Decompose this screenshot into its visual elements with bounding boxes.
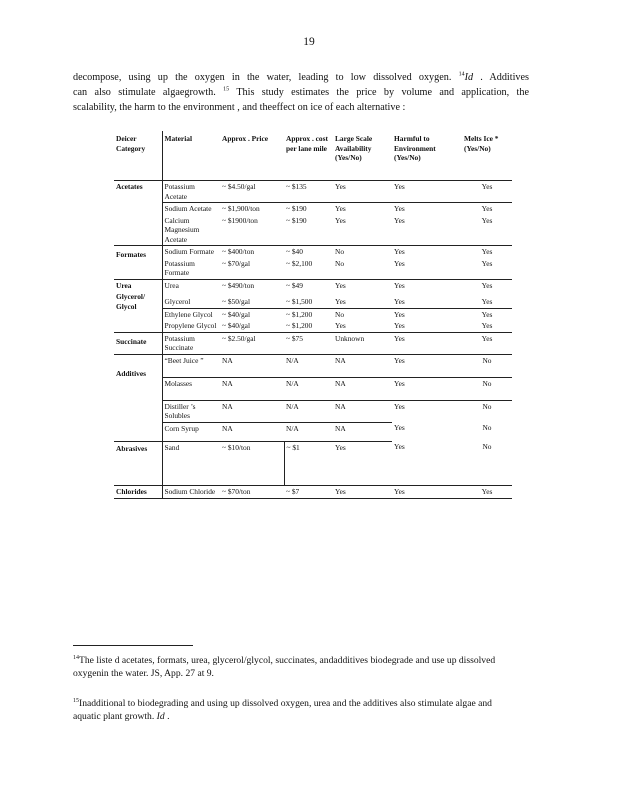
cell-melts: Yes	[481, 258, 493, 268]
cell-material: Urea	[162, 279, 220, 291]
cell-harmful: Yes	[392, 332, 462, 354]
cell-availability: NA	[333, 400, 392, 422]
header-cost-per-lane-mile: Approx . cost per lane mile	[284, 131, 333, 181]
cell-material: Ethylene Glycol	[162, 308, 220, 320]
cell-cost: ~ $1,500	[286, 297, 313, 306]
cell-cost: ~ $75	[284, 332, 333, 354]
table-row	[114, 215, 512, 246]
cell-price: ~ $4.50/gal	[222, 182, 256, 191]
cell-harmful: Yes	[392, 485, 462, 499]
intro-line-2: can also stimulate algaegrowth. $^{15}$ This study estimates the price by volume and application, the	[73, 86, 529, 98]
table-row	[114, 279, 512, 291]
cell-melts: No	[482, 442, 492, 451]
table-row	[114, 258, 512, 280]
table-row	[114, 441, 512, 485]
footnote-15: $^{15}$Inadditional to biodegrading and using up dissolved oxygen, urea and the additives also stimulate algae and aquatic plant growth. Id .	[73, 697, 492, 722]
footnote-14	[73, 654, 519, 680]
footnote-ref-15[interactable]: 15	[223, 86, 230, 93]
intro-line-3: scalability, the harm to the environment , and theeffect on ice of each alternative :	[73, 102, 406, 113]
cell-price: ~ $400/ton	[220, 246, 284, 258]
cell-cost: N/A	[284, 377, 333, 400]
cell-availability: No	[333, 308, 392, 320]
category-abrasives: Abrasives	[114, 441, 162, 485]
cell-availability: Yes	[333, 485, 392, 499]
cell-harmful: Yes	[394, 258, 405, 268]
cell-availability: Yes	[333, 279, 392, 291]
cell-material: Corn Syrup	[162, 422, 220, 441]
table-row	[114, 320, 512, 332]
cell-cost: ~ $7	[284, 485, 333, 499]
table-row	[114, 332, 512, 354]
cell-material: Potassium Acetate	[162, 181, 220, 203]
cell-availability: Yes	[335, 182, 346, 191]
cell-price: NA	[220, 354, 284, 377]
table-row	[114, 308, 512, 320]
cell-price: NA	[220, 377, 284, 400]
cell-harmful: Yes	[392, 246, 462, 258]
cell-price: ~ $70/ton	[220, 485, 284, 499]
cell-price: ~ $40/gal	[220, 308, 284, 320]
cell-material: “Beet Juice ”	[162, 354, 220, 377]
cell-material: Potassium Succinate	[162, 332, 220, 354]
cell-melts: Yes	[481, 182, 493, 191]
footnote-text: The liste d acetates, formats, urea, glycerol/glycol, succinates, andadditives biodegrade and use up dissolved oxygenin the water. JS, App. 27 at 9.	[73, 655, 496, 679]
cell-material: Glycerol	[162, 291, 220, 308]
header-approx-price: Approx . Price	[220, 131, 284, 181]
cell-material: Molasses	[162, 377, 220, 400]
cell-melts: Yes	[462, 246, 512, 258]
cell-availability: No	[335, 258, 345, 268]
table-row	[114, 291, 512, 308]
cell-cost: ~ $1,200	[284, 308, 333, 320]
cell-material: Potassium Formate	[162, 258, 220, 280]
cell-melts: No	[462, 400, 512, 422]
cell-availability: Yes	[335, 215, 346, 225]
cell-material: Distiller ’s Solubles	[162, 400, 220, 422]
table-header-row	[114, 131, 512, 181]
table-row	[114, 400, 512, 422]
cell-price: ~ $1900/ton	[222, 215, 258, 225]
cell-melts: Yes	[481, 297, 493, 306]
cell-melts: Yes	[462, 279, 512, 291]
page-number: 19	[303, 36, 315, 48]
cell-melts: No	[482, 423, 492, 432]
cell-price: ~ $70/gal	[222, 258, 251, 268]
table-row	[114, 203, 512, 215]
cell-cost: ~ $190	[284, 203, 333, 215]
cell-price: ~ $490/ton	[220, 279, 284, 291]
table-row	[114, 354, 512, 377]
header-melts-ice: Melts Ice * (Yes/No)	[462, 131, 512, 181]
cell-price: ~ $10/ton	[220, 441, 284, 485]
table-row	[114, 485, 512, 499]
table-row	[114, 422, 512, 441]
cell-melts: No	[462, 354, 512, 377]
cell-material: Sand	[162, 441, 220, 485]
footnote-ref-14[interactable]: 14	[458, 71, 465, 78]
cell-harmful: Yes	[394, 182, 405, 191]
cell-melts: Yes	[462, 203, 512, 215]
cell-melts: Yes	[462, 485, 512, 499]
header-availability: Large Scale Availability (Yes/No)	[333, 131, 392, 181]
cell-cost: N/A	[284, 422, 333, 441]
cell-melts: Yes	[481, 215, 493, 225]
cell-availability: No	[333, 246, 392, 258]
intro-paragraph	[73, 70, 529, 115]
category-additives: Additives	[114, 354, 162, 441]
cell-melts: Yes	[481, 321, 493, 330]
table-row	[114, 181, 512, 203]
cell-price: ~ $50/gal	[222, 297, 251, 306]
category-glycerol-glycol: Glycerol/ Glycol	[116, 292, 146, 311]
cell-price: ~ $1,900/ton	[220, 203, 284, 215]
footnote-text: Inadditional to biodegrading and using up dissolved oxygen, urea and the additives also stimulate algae and aquatic plant growth.	[73, 698, 492, 722]
cell-price: ~ $2.50/gal	[220, 332, 284, 354]
cell-availability: NA	[333, 377, 392, 400]
citation-id: Id	[464, 72, 474, 83]
cell-material: Sodium Chloride	[162, 485, 220, 499]
cell-harmful: Yes	[394, 442, 405, 451]
cell-harmful: Yes	[394, 423, 405, 432]
cell-cost: N/A	[284, 354, 333, 377]
cell-material: Calcium Magnesium Acetate	[162, 215, 220, 246]
cell-harmful: Yes	[392, 377, 462, 400]
cell-harmful: Yes	[392, 400, 462, 422]
category-acetates: Acetates	[116, 182, 143, 191]
cell-cost: ~ $2,100	[286, 258, 313, 268]
table-row	[114, 377, 512, 400]
deicer-comparison-table	[114, 131, 512, 499]
cell-material: Propylene Glycol	[162, 320, 220, 332]
cell-melts: Yes	[462, 308, 512, 320]
cell-material: Sodium Formate	[162, 246, 220, 258]
cell-cost: N/A	[284, 400, 333, 422]
table-row	[114, 246, 512, 258]
cell-melts: No	[462, 377, 512, 400]
cell-harmful: Yes	[392, 308, 462, 320]
cell-cost: ~ $1	[284, 441, 333, 485]
footnote-divider	[73, 645, 193, 646]
cell-harmful: Yes	[394, 215, 405, 225]
cell-availability: Unknown	[333, 332, 392, 354]
cell-availability: Yes	[335, 321, 346, 330]
cell-harmful: Yes	[392, 354, 462, 377]
category-formates: Formates	[114, 246, 162, 280]
header-material: Material	[162, 131, 220, 181]
citation-id: Id	[156, 711, 165, 722]
cell-cost: ~ $135	[286, 182, 307, 191]
cell-cost: ~ $49	[284, 279, 333, 291]
category-succinate: Succinate	[114, 332, 162, 354]
cell-availability: NA	[333, 422, 392, 441]
cell-availability: Yes	[333, 441, 392, 485]
cell-melts: Yes	[462, 332, 512, 354]
footnote-marker: 14	[73, 654, 79, 661]
cell-availability: NA	[333, 354, 392, 377]
category-chlorides: Chlorides	[114, 485, 162, 499]
cell-price: NA	[220, 400, 284, 422]
cell-cost: ~ $40	[284, 246, 333, 258]
cell-price: NA	[220, 422, 284, 441]
cell-cost: ~ $1,200	[286, 321, 313, 330]
cell-cost: ~ $190	[286, 215, 307, 225]
cell-harmful: Yes	[394, 321, 405, 330]
header-deicer-category: Deicer Category	[114, 131, 162, 181]
cell-price: ~ $40/gal	[222, 321, 251, 330]
intro-line-1: decompose, using up the oxygen in the water, leading to low dissolved oxygen. $^{14}$Id . Additives	[73, 71, 529, 83]
cell-availability: Yes	[335, 297, 346, 306]
category-urea: Urea	[114, 279, 162, 291]
cell-availability: Yes	[333, 203, 392, 215]
footnote-marker: 15	[73, 697, 79, 704]
cell-harmful: Yes	[392, 203, 462, 215]
cell-harmful: Yes	[394, 297, 405, 306]
cell-material: Sodium Acetate	[162, 203, 220, 215]
header-harmful: Harmful to Environment (Yes/No)	[392, 131, 462, 181]
cell-harmful: Yes	[392, 279, 462, 291]
